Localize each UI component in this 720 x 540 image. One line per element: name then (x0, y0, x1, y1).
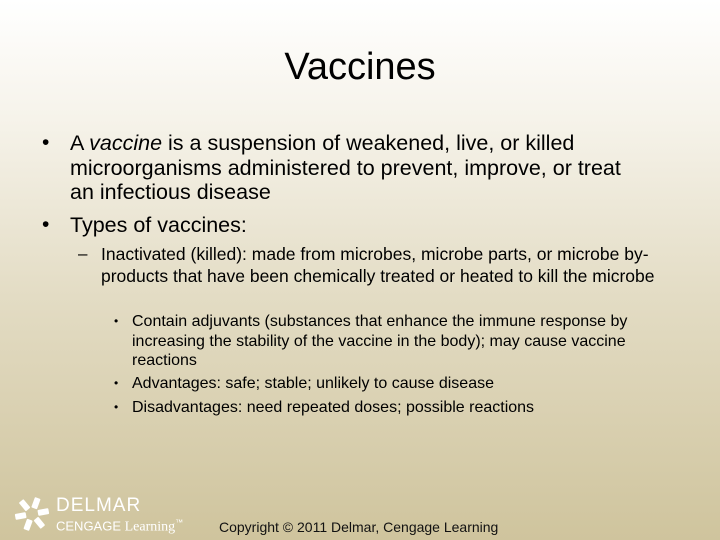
bullet-types-of-vaccines: Types of vaccines: (70, 213, 247, 237)
logo-cengage-brand: CENGAGE (56, 518, 125, 534)
definition-prefix: A (70, 131, 90, 155)
sub-sub-bullet-adjuvants: Contain adjuvants (substances that enhance the immune response by increasing the stability of the vaccine in the body); may cause vaccine reactions (132, 313, 628, 369)
definition-term: vaccine (89, 131, 163, 155)
sub-sub-bullet-marker: • (114, 400, 119, 414)
sub-sub-bullet-marker: • (114, 314, 119, 328)
slide-title: Vaccines (284, 46, 436, 88)
delmar-cengage-logo (12, 494, 202, 534)
logo-cengage-text (56, 515, 183, 535)
sub-bullet-marker: – (78, 244, 88, 263)
bullet-marker: • (42, 131, 50, 154)
logo-delmar-text: DELMAR (56, 495, 142, 516)
sub-sub-bullet-advantages: Advantages: safe; stable; unlikely to cause disease (132, 375, 494, 392)
sub-sub-bullet-disadvantages: Disadvantages: need repeated doses; possible reactions (132, 399, 535, 416)
sub-sub-bullet-marker: • (114, 376, 119, 390)
bullet-vaccine-definition (70, 131, 650, 205)
sub-bullet-inactivated: Inactivated (killed): made from microbes, microbe parts, or microbe by-products that have been chemically treated or heated to kill the microbe (101, 244, 655, 286)
pinwheel-icon (12, 494, 52, 534)
logo-learning-text: Learning (124, 519, 176, 535)
copyright-notice: Copyright © 2011 Delmar, Cengage Learning (219, 519, 499, 535)
trademark-symbol: ™ (175, 518, 184, 527)
bullet-marker: • (42, 213, 50, 236)
definition-body: is a suspension of weakened, live, or killed microorganisms administered to prevent, improve, or treat an infectious disease (70, 131, 621, 204)
